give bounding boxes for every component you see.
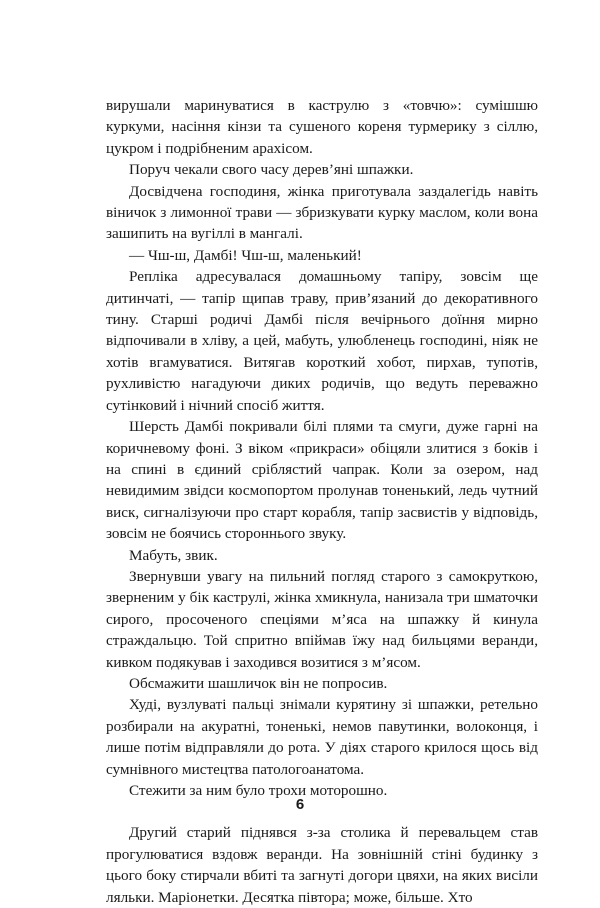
paragraph: Стежити за ним було трохи моторошно. xyxy=(129,782,388,799)
paragraph: Шерсть Дамбі покривали білі плями та смуги, дуже гарні на коричневому фоні. З віком «прикраси» обіцяли злитися з боків і на спині в єдиний сріблястий чапрак. Коли за озером, над невидимим звідси космопортом пролунав тоненький, ледь чутний виск, сигналізуючи про старт корабля, тапір засвистів у відповідь, зовсім не боячись стороннього звуку. xyxy=(106,418,538,543)
paragraph: вирушали маринуватися в каструлю з «товчю»: сумішшю куркуми, насіння кінзи та сушеного кореня турмерику з сіллю, цукром і подрібненим арахісом. xyxy=(106,97,538,157)
paragraph: Звернувши увагу на пильний погляд старого з самокруткою, зверненим у бік каструлі, жінка хмикнула, нанизала три шматочки сирого, просоченого спеціями м’яса на шпажку й кинула страждальцю. Той спритно впіймав їжу над бильцями веранди, кивком подякував і заходився возитися з м’ясом. xyxy=(106,567,538,671)
paragraph: Мабуть, звик. xyxy=(129,546,218,564)
paragraph: Досвідчена господиня, жінка приготувала заздалегідь навіть віничок з лимонної трави — збризкувати курку маслом, коли вона зашипить на вугіллі в мангалі. xyxy=(106,182,538,243)
paragraph: Репліка адресувалася домашньому тапіру, зовсім ще дитинчаті, — тапір щипав траву, прив’язаний до декоративного тину. Старші родичі Дамбі після вечірнього доїння мирно відпочивали в хліву, а цей, мабуть, улюбленець господині, ніяк не хотів вгамуватися. Витягав короткий хобот, пирхав, тупотів, рухливістю нагадуючи диких родичів, що ведуть переважно сутінковий і нічний спосіб життя. xyxy=(106,268,538,414)
paragraph: Худі, вузлуваті пальці знімали курятину зі шпажки, ретельно розбирали на акуратні, тоненькі, немов павутинки, волоконця, і лише потім відправляли до рота. У діях старого крилося щось від сумнівного мистецтва патологоанатома. xyxy=(106,696,538,778)
body-text xyxy=(106,95,538,908)
paragraph: Обсмажити шашличок він не попросив. xyxy=(129,674,388,692)
paragraph: Другий старий піднявся з-за столика й перевальцем став прогулюватися вздовж веранди. На зовнішній стіні будинку з цього боку стирчали вбиті та загнуті догори цвяхи, на яких висіли ляльки. Маріонетки. Десятка півтора; може, більше. Хто xyxy=(106,824,538,906)
page-number: 6 xyxy=(295,796,305,813)
paragraph: Поруч чекали свого часу дерев’яні шпажки. xyxy=(129,161,414,179)
paragraph: — Чш-ш, Дамбі! Чш-ш, маленький! xyxy=(129,246,362,264)
